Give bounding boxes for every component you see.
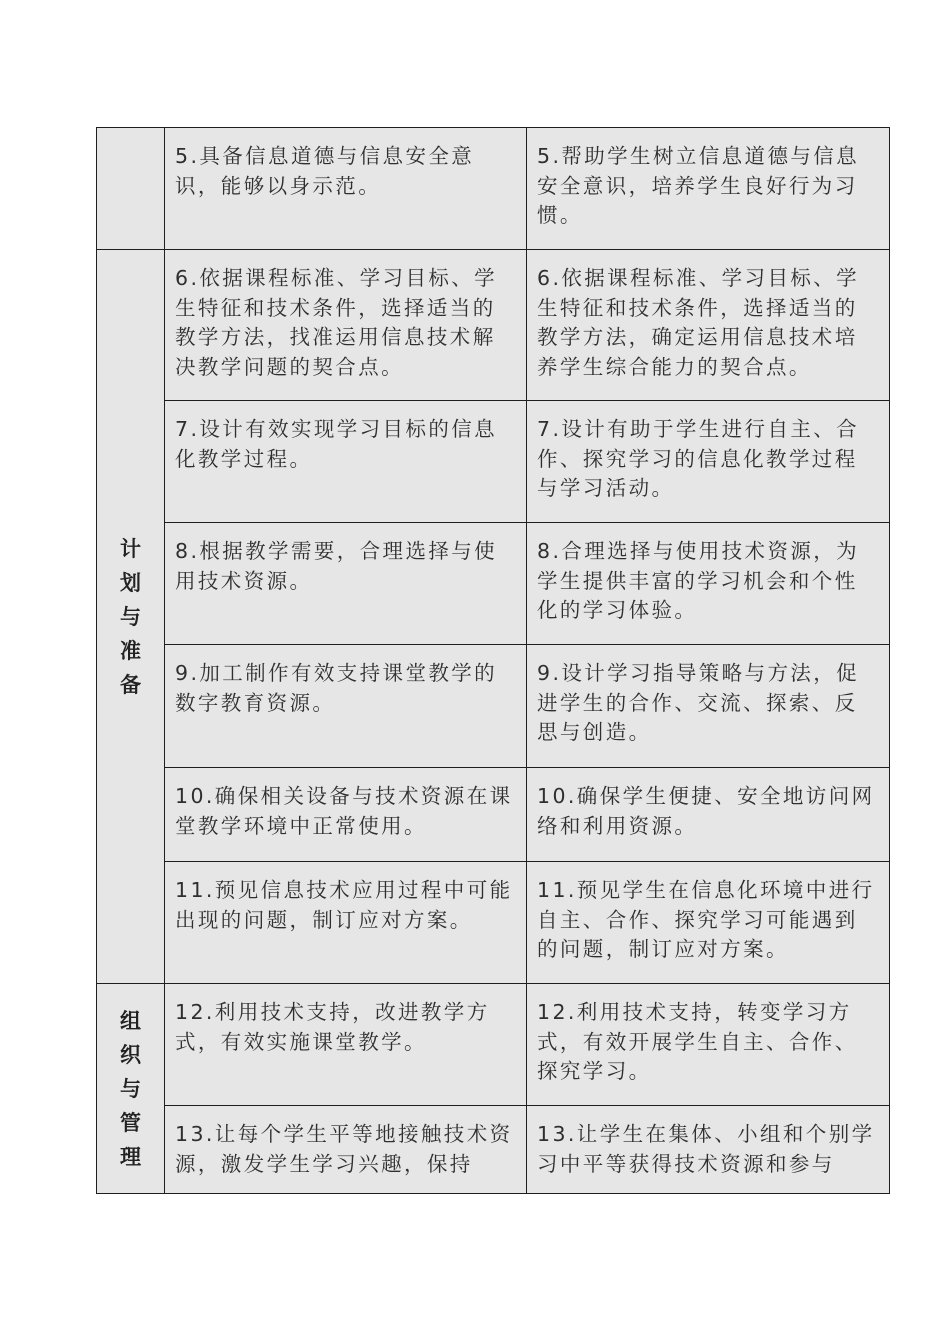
category-cell-planning: 计划与准备 (97, 250, 165, 984)
table-row (97, 1106, 890, 1194)
left-cell: 9.加工制作有效支持课堂教学的数字教育资源。 (165, 645, 527, 768)
category-cell-organization: 组织与管理 (97, 984, 165, 1194)
category-cell (97, 128, 165, 250)
table-row (97, 862, 890, 984)
table-row (97, 984, 890, 1106)
table-row (97, 401, 890, 523)
table-row (97, 645, 890, 768)
left-cell: 12.利用技术支持，改进教学方式，有效实施课堂教学。 (165, 984, 527, 1106)
right-cell: 13.让学生在集体、小组和个别学习中平等获得技术资源和参与 (527, 1106, 890, 1194)
right-cell: 8.合理选择与使用技术资源，为学生提供丰富的学习机会和个性化的学习体验。 (527, 523, 890, 645)
right-cell: 7.设计有助于学生进行自主、合作、探究学习的信息化教学过程与学习活动。 (527, 401, 890, 523)
right-cell: 5.帮助学生树立信息道德与信息安全意识，培养学生良好行为习惯。 (527, 128, 890, 250)
left-cell: 7.设计有效实现学习目标的信息化教学过程。 (165, 401, 527, 523)
left-cell: 10.确保相关设备与技术资源在课堂教学环境中正常使用。 (165, 768, 527, 862)
right-cell: 11.预见学生在信息化环境中进行自主、合作、探究学习可能遇到的问题，制订应对方案。 (527, 862, 890, 984)
left-cell: 13.让每个学生平等地接触技术资源，激发学生学习兴趣，保持 (165, 1106, 527, 1194)
left-cell: 6.依据课程标准、学习目标、学生特征和技术条件，选择适当的教学方法，找准运用信息技术解决教学问题的契合点。 (165, 250, 527, 401)
right-cell: 9.设计学习指导策略与方法，促进学生的合作、交流、探索、反思与创造。 (527, 645, 890, 768)
right-cell: 10.确保学生便捷、安全地访问网络和利用资源。 (527, 768, 890, 862)
standards-table (96, 127, 890, 1194)
table-row (97, 523, 890, 645)
left-cell: 11.预见信息技术应用过程中可能出现的问题，制订应对方案。 (165, 862, 527, 984)
left-cell: 8.根据教学需要，合理选择与使用技术资源。 (165, 523, 527, 645)
right-cell: 6.依据课程标准、学习目标、学生特征和技术条件，选择适当的教学方法，确定运用信息技术培养学生综合能力的契合点。 (527, 250, 890, 401)
table-row (97, 250, 890, 401)
left-cell: 5.具备信息道德与信息安全意识，能够以身示范。 (165, 128, 527, 250)
table-row (97, 128, 890, 250)
table-row (97, 768, 890, 862)
right-cell: 12.利用技术支持，转变学习方式，有效开展学生自主、合作、探究学习。 (527, 984, 890, 1106)
